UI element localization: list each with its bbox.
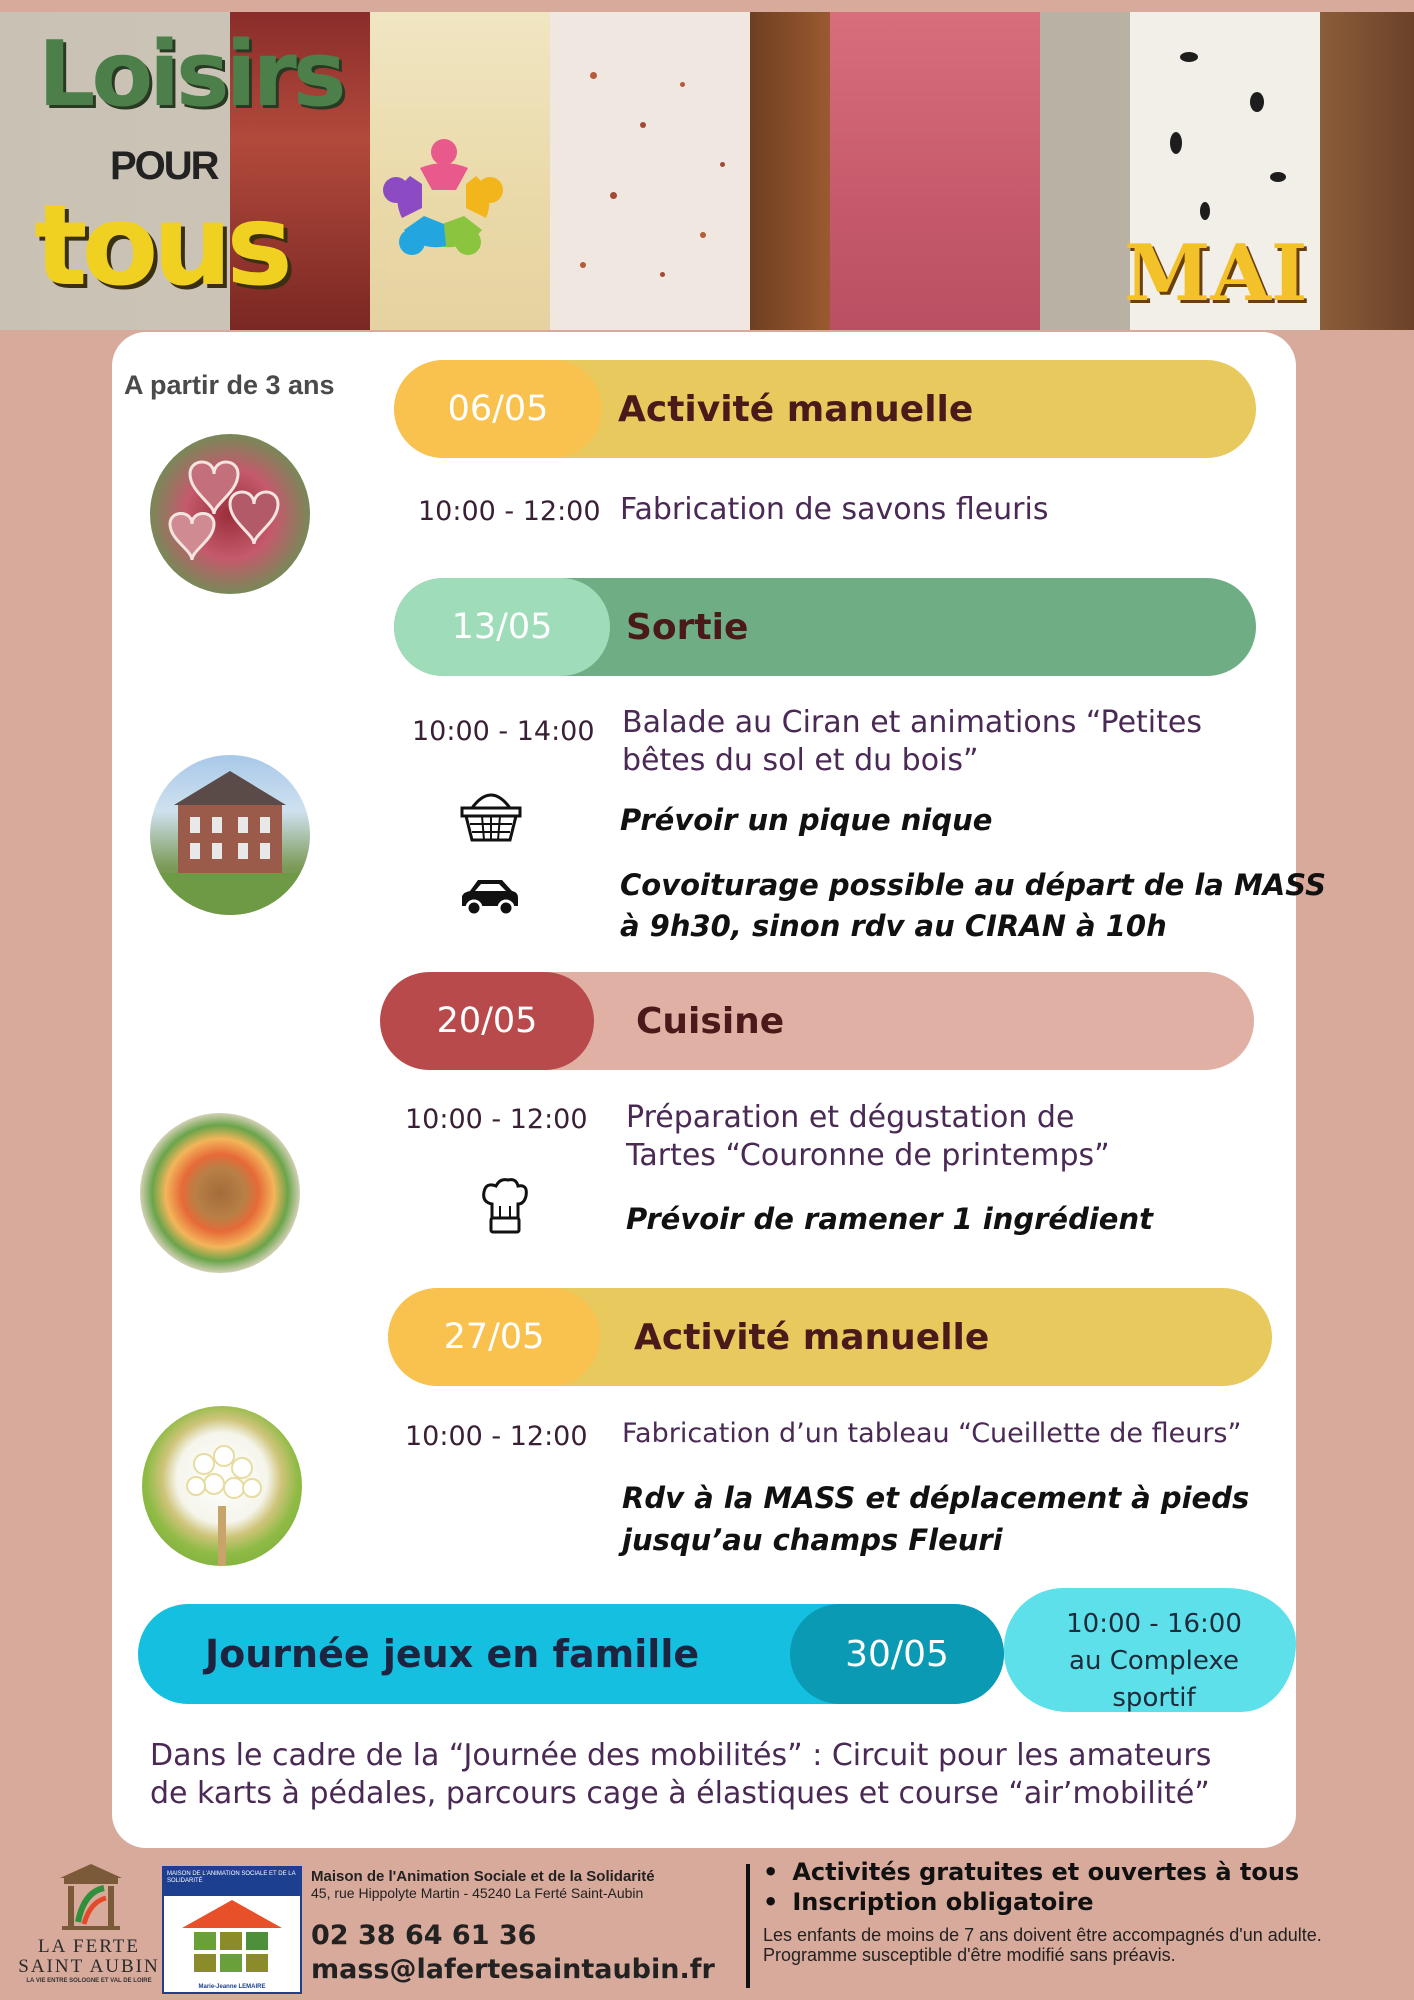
- event-note-2b-line2: à 9h30, sinon rdv au CIRAN à 10h: [620, 909, 1167, 943]
- event-time-3: 10:00 - 12:00: [405, 1104, 588, 1135]
- event-header-1: [394, 360, 1256, 458]
- family-day-label: Journée jeux en famille: [205, 1632, 700, 1676]
- photo-tart-crown: [140, 1113, 300, 1273]
- footer-separator: [746, 1864, 750, 1988]
- info-bullet-free: • Activités gratuites et ouvertes à tous: [763, 1858, 1299, 1886]
- event-header-2: [394, 578, 1256, 676]
- org-phone[interactable]: 02 38 64 61 36: [311, 1920, 537, 1951]
- photo-heart-soaps: [150, 434, 310, 594]
- family-day-description-line1: Dans le cadre de la “Journée des mobilités” : Circuit pour les amateurs: [150, 1738, 1212, 1773]
- family-day-time: [1004, 1606, 1304, 1717]
- org-email[interactable]: mass@lafertesaintaubin.fr: [311, 1954, 715, 1985]
- event-category-1: Activité manuelle: [618, 388, 974, 430]
- event-description-1: Fabrication de savons fleuris: [620, 492, 1049, 527]
- info-bullet-registration: • Inscription obligatoire: [763, 1888, 1094, 1916]
- event-date-1: 06/05: [394, 360, 602, 458]
- family-day-time-line1: 10:00 - 16:00: [1066, 1609, 1242, 1639]
- month-title: MAI: [1124, 228, 1308, 319]
- ferte-tagline: LA VIE ENTRE SOLOGNE ET VAL DE LOIRE: [26, 1978, 152, 1984]
- family-day-time-line3: sportif: [1112, 1683, 1196, 1713]
- event-note-2b-line1: Covoiturage possible au départ de la MASS: [620, 868, 1326, 902]
- event-header-3: [380, 972, 1254, 1070]
- soap-image-brown: [750, 12, 830, 330]
- info-fine-print: Les enfants de moins de 7 ans doivent être accompagnés d'un adulte. Programme susceptible d'être modifié sans préavis.: [763, 1925, 1322, 1965]
- family-day-description: [150, 1737, 1270, 1813]
- soap-image-pink: [830, 12, 1040, 330]
- event-description-4: Fabrication d’un tableau “Cueillette de fleurs”: [622, 1418, 1242, 1449]
- banner-top-strip: [0, 0, 1414, 12]
- soap-image-gap: [1040, 12, 1130, 330]
- event-note-2a: Prévoir un pique nique: [620, 803, 993, 837]
- car-icon: [458, 876, 522, 920]
- event-date-4: 27/05: [388, 1288, 600, 1386]
- title-tous: tous: [34, 181, 287, 311]
- soap-image-speckled: [550, 12, 750, 330]
- soap-image-dark: [1320, 12, 1414, 330]
- event-category-3: Cuisine: [636, 1000, 785, 1042]
- org-address: 45, rue Hippolyte Martin - 45240 La Ferté Saint-Aubin: [311, 1885, 644, 1901]
- event-description-3-line2: Tartes “Couronne de printemps”: [626, 1138, 1110, 1173]
- mass-logo: [162, 1866, 302, 1994]
- event-note-3: Prévoir de ramener 1 ingrédient: [626, 1202, 1153, 1236]
- event-header-4: [388, 1288, 1272, 1386]
- family-day-time-line2: au Complexe: [1069, 1646, 1239, 1676]
- chef-hat-icon: [480, 1178, 530, 1238]
- photo-flower-painting: [142, 1406, 302, 1566]
- mass-house-puzzle-icon: [174, 1898, 290, 1978]
- event-category-4: Activité manuelle: [634, 1316, 990, 1358]
- event-description-2-line2: bêtes du sol et du bois”: [622, 743, 979, 778]
- family-day-date: 30/05: [790, 1604, 1004, 1704]
- picnic-basket-icon: [458, 786, 524, 844]
- org-name: Maison de l'Animation Sociale et de la Solidarité: [311, 1868, 655, 1885]
- ferte-logo-text: [18, 1937, 160, 1977]
- ferte-logo-icon: [54, 1862, 128, 1934]
- event-date-2: 13/05: [394, 578, 610, 676]
- ferte-line2: SAINT AUBIN: [18, 1956, 160, 1977]
- people-circle-logo: [368, 120, 520, 272]
- mass-logo-caption: Marie-Jeanne LEMAIRE: [198, 1984, 266, 1990]
- ferte-line1: LA FERTE: [38, 1936, 140, 1957]
- family-day-description-line2: de karts à pédales, parcours cage à élastiques et course “air’mobilité”: [150, 1776, 1210, 1811]
- event-note-4-line2: jusqu’au champs Fleuri: [622, 1523, 1003, 1557]
- event-description-2-line1: Balade au Ciran et animations “Petites: [622, 705, 1202, 740]
- event-description-3-line1: Préparation et dégustation de: [626, 1100, 1075, 1135]
- event-time-1: 10:00 - 12:00: [418, 496, 601, 527]
- title-pour: POUR: [110, 144, 218, 188]
- mass-logo-text: MAISON DE L'ANIMATION SOCIALE ET DE LA SOLIDARITÉ: [164, 1868, 300, 1896]
- event-category-2: Sortie: [626, 606, 749, 648]
- title-loisirs: Loisirs: [38, 22, 343, 127]
- age-note: A partir de 3 ans: [124, 370, 335, 400]
- event-time-2: 10:00 - 14:00: [412, 716, 595, 747]
- photo-chateau-ciran: [150, 755, 310, 915]
- event-time-4: 10:00 - 12:00: [405, 1421, 588, 1452]
- event-date-3: 20/05: [380, 972, 594, 1070]
- event-note-4-line1: Rdv à la MASS et déplacement à pieds: [622, 1481, 1250, 1515]
